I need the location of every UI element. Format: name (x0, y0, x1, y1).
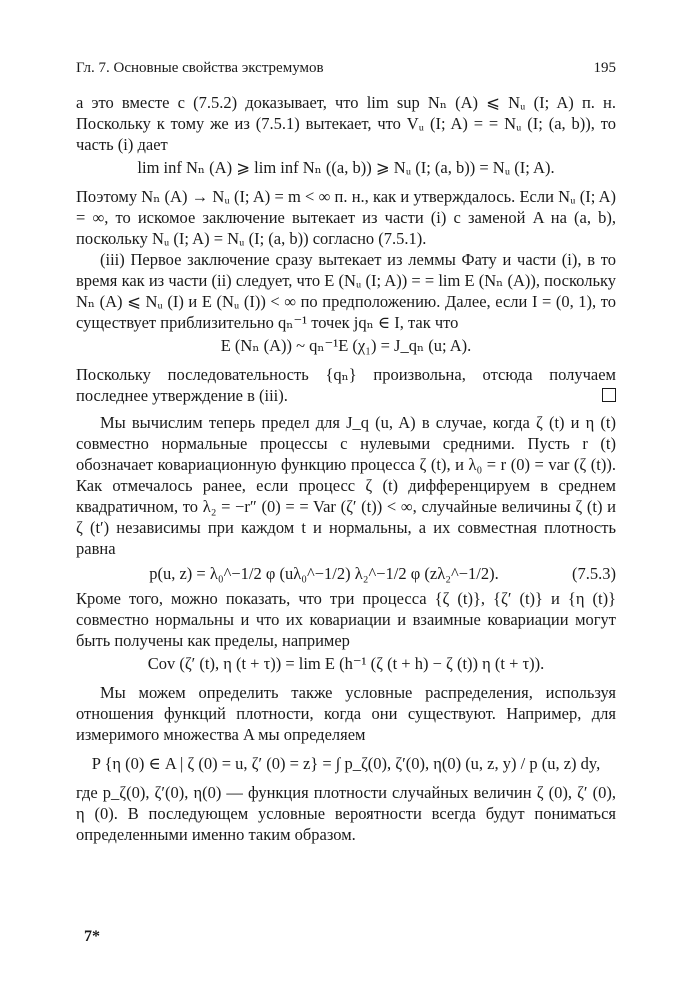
paragraph-6: Кроме того, можно показать, что три процесса {ζ (t)}, {ζ′ (t)} и {η (t)} совместно нормальны и что их ковариации и взаимные ковариации могут быть получены как пределы, например (76, 589, 616, 650)
equation-2: E (Nₙ (A)) ~ qₙ⁻¹E (χ₁) = J_qₙ (u; A). (220, 336, 472, 355)
equation-4: Cov (ζ′ (t), η (t + τ)) = lim E (h⁻¹ (ζ (t + h) − ζ (t)) η (t + τ)). (147, 654, 545, 673)
equation-5: P {η (0) ∈ A | ζ (0) = u, ζ′ (0) = z} = ∫ p_ζ(0), ζ′(0), η(0) (u, z, y) / p (u, z) dy, (91, 754, 601, 773)
paragraph-7: Мы можем определить также условные распределения, используя отношения функций плотности, когда они существуют. Например, для измеримого множества A мы определяем (76, 683, 616, 744)
running-title: Гл. 7. Основные свойства экстремумов (76, 60, 324, 76)
equation-1: lim inf Nₙ (A) ⩾ lim inf Nₙ ((a, b)) ⩾ Nᵤ (I; (a, b)) = Nᵤ (I; A). (137, 158, 555, 177)
equation-3-label: (7.5.3) (572, 564, 616, 583)
signature-mark: 7* (84, 928, 100, 945)
running-header (76, 60, 616, 77)
body-text (76, 92, 616, 845)
equation-3: p(u, z) = λ₀^−1/2 φ (uλ₀^−1/2) λ₂^−1/2 φ (zλ₂^−1/2). (149, 564, 499, 583)
paragraph-4 (76, 364, 616, 406)
paragraph-5: Мы вычислим теперь предел для J_q (u, A) в случае, когда ζ (t) и η (t) совместно нормальные процессы с нулевыми средними. Пусть r (t) обозначает ковариационную функцию процесса ζ (t), и λ₀ = r (0) = var (ζ (t)). Как отмечалось ранее, если процесс ζ (t) дифференцируем в среднем квадратичном, то λ₂ = −r″ (0) = = Var (ζ′ (t)) < ∞, случайные величины ζ (t) и ζ (t′) независимы при каждом t и нормальны, а их совместная плотность равна (76, 413, 616, 558)
qed-box-icon (602, 388, 616, 402)
paragraph-1: а это вместе с (7.5.2) доказывает, что lim sup Nₙ (A) ⩽ Nᵤ (I; A) п. н. Поскольку к тому же из (7.5.1) вытекает, что Vᵤ (I; A) = = Nᵤ (I; (a, b)), то часть (i) дает (76, 93, 616, 154)
page-number: 195 (593, 60, 616, 76)
equation-3-row (76, 563, 616, 584)
paragraph-4-text: Поскольку последовательность {qₙ} произвольна, отсюда получаем последнее утверждение в (iii). (76, 365, 616, 405)
paragraph-2: Поэтому Nₙ (A) → Nᵤ (I; A) = m < ∞ п. н., как и утверждалось. Если Nᵤ (I; A) = ∞, то искомое заключение вытекает из части (i) с заменой A на (a, b), поскольку Nᵤ (I; A) = Nᵤ (I; (a, b)) согласно (7.5.1). (76, 187, 616, 248)
paragraph-3: (iii) Первое заключение сразу вытекает из леммы Фату и части (i), в то время как из части (ii) следует, что E (Nᵤ (I; A)) = = lim E (Nₙ (A)), поскольку Nₙ (A) ⩽ Nᵤ (I) и E (Nᵤ (I)) < ∞ по предположению. Далее, если I = (0, 1), то существует приблизительно qₙ⁻¹ точек jqₙ ∈ I, так что (76, 250, 616, 332)
paragraph-8: где p_ζ(0), ζ′(0), η(0) — функция плотности случайных величин ζ (0), ζ′ (0), η (0). В последующем условные вероятности всегда будут пониматься определенными именно таким образом. (76, 783, 616, 844)
